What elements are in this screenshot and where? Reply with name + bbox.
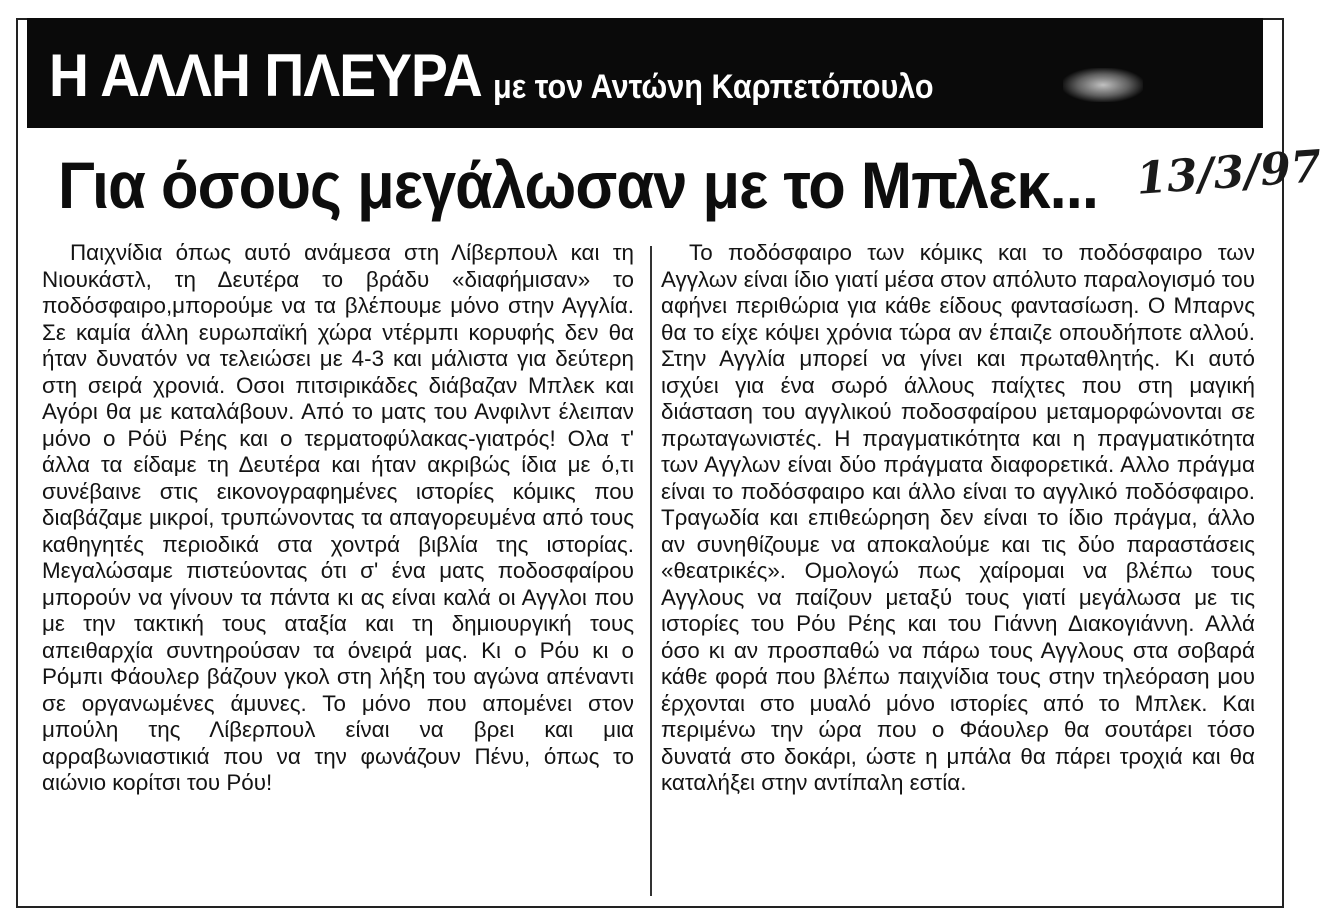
article-column-right bbox=[661, 240, 1255, 797]
column-author-byline: με τον Αντώνη Καρπετόπουλο bbox=[493, 68, 935, 106]
handwritten-date: 13/3/97 bbox=[1134, 141, 1323, 205]
article-headline: Για όσους μεγάλωσαν με το Μπλεκ... bbox=[58, 148, 1098, 222]
print-smudge bbox=[1063, 68, 1143, 102]
article-paragraph: Το ποδόσφαιρο των κόμικς και το ποδόσφαιρο των Αγγλων είναι ίδιο γιατί μέσα στον απόλυτο παραλογισμό του αφήνει περιθώρια για κάθε είδους φαντασίωση. Ο Μπαρνς θα το είχε κόψει χρόνια τώρα αν έπαιζε οπουδήποτε αλλού. Στην Αγγλία μπορεί να γίνει και πρωταθλητής. Κι αυτό ισχύει για ένα σωρό άλλους παίχτες που στη μαγική διάσταση του αγγλικού ποδοσφαίρου μεταμορφώνονται σε πρωταγωνιστές. Η πραγματικότητα και η πραγματικότητα των Αγγλων είναι δύο πράγματα διαφορετικά. Αλλο πράγμα είναι το ποδόσφαιρο και άλλο είναι το αγγλικό ποδόσφαιρο. Τραγωδία και επιθεώρηση δεν είναι το ίδιο πράγμα, άλλο αν συνηθίζουμε να αποκαλούμε και τις δύο παραστάσεις «θεατρικές». Ομολογώ πως χαίρομαι να βλέπω τους Αγγλους να παίζουν μεταξύ τους γιατί μεγάλωσα με τις ιστορίες του Ρόυ Ρέης και του Γιάννη Διακογιάννη. Αλλά όσο κι αν προσπαθώ να πάρω τους Αγγλους στα σοβαρά κάθε φορά που βλέπω παιχνίδια τους στην τηλεόραση μου έρχονται στο μυαλό μόνο ιστορίες από το Μπλεκ. Και περιμένω την ώρα που ο Φάουλερ θα σουτάρει τόσο δυνατά στο δοκάρι, ώστε η μπάλα θα πάρει τροχιά και θα καταλήξει στην αντίπαλη εστία. bbox=[661, 240, 1255, 795]
column-title: Η ΑΛΛΗ ΠΛΕΥΡΑ bbox=[49, 42, 482, 109]
column-divider bbox=[650, 246, 652, 896]
article-column-left bbox=[42, 240, 634, 797]
article-paragraph: Παιχνίδια όπως αυτό ανάμεσα στη Λίβερπουλ και τη Νιουκάστλ, τη Δευτέρα το βράδυ «διαφήμισαν» το ποδόσφαιρο,μπορούμε να τα βλέπουμε μόνο στην Αγγλία. Σε καμία άλλη ευρωπαϊκή χώρα ντέρμπι κορυφής δεν θα ήταν δυνατόν να τελειώσει με 4-3 και μάλιστα για δεύτερη στη σειρά χρονιά. Οσοι πιτσιρικάδες διάβαζαν Μπλεκ και Αγόρι θα με καταλάβουν. Από το ματς του Ανφιλντ έλειπαν μόνο ο Ρόϋ Ρέης και ο τερματοφύλακας-γιατρός! Ολα τ' άλλα τα είδαμε τη Δευτέρα και ήταν ακριβώς ίδια με ό,τι συνέβαινε στις εικονογραφημένες ιστορίες κόμικς που διαβάζαμε μικροί, τρυπώνοντας τα απαγορευμένα από τους καθηγητές περιοδικά στα χοντρά βιβλία της ιστορίας. Μεγαλώσαμε πιστεύοντας ότι σ' ένα ματς ποδοσφαίρου μπορούν να γίνουν τα πάντα κι ας είναι καλά οι Αγγλοι που με την τακτική τους αταξία και τη δημιουργική τους απειθαρχία συντηρούσαν τα όνειρά μας. Κι ο Ρόυ κι ο Ρόμπι Φάουλερ βάζουν γκολ στη λήξη του αγώνα απέναντι σε οργανωμένες άμυνες. Το μόνο που απομένει στον μπούλη της Λίβερπουλ είναι να βρει και μια αρραβωνιαστικιά που να την φωνάζουν Πένυ, όπως το αιώνιο κορίτσι του Ρόυ! bbox=[42, 240, 634, 795]
column-banner bbox=[27, 18, 1263, 128]
